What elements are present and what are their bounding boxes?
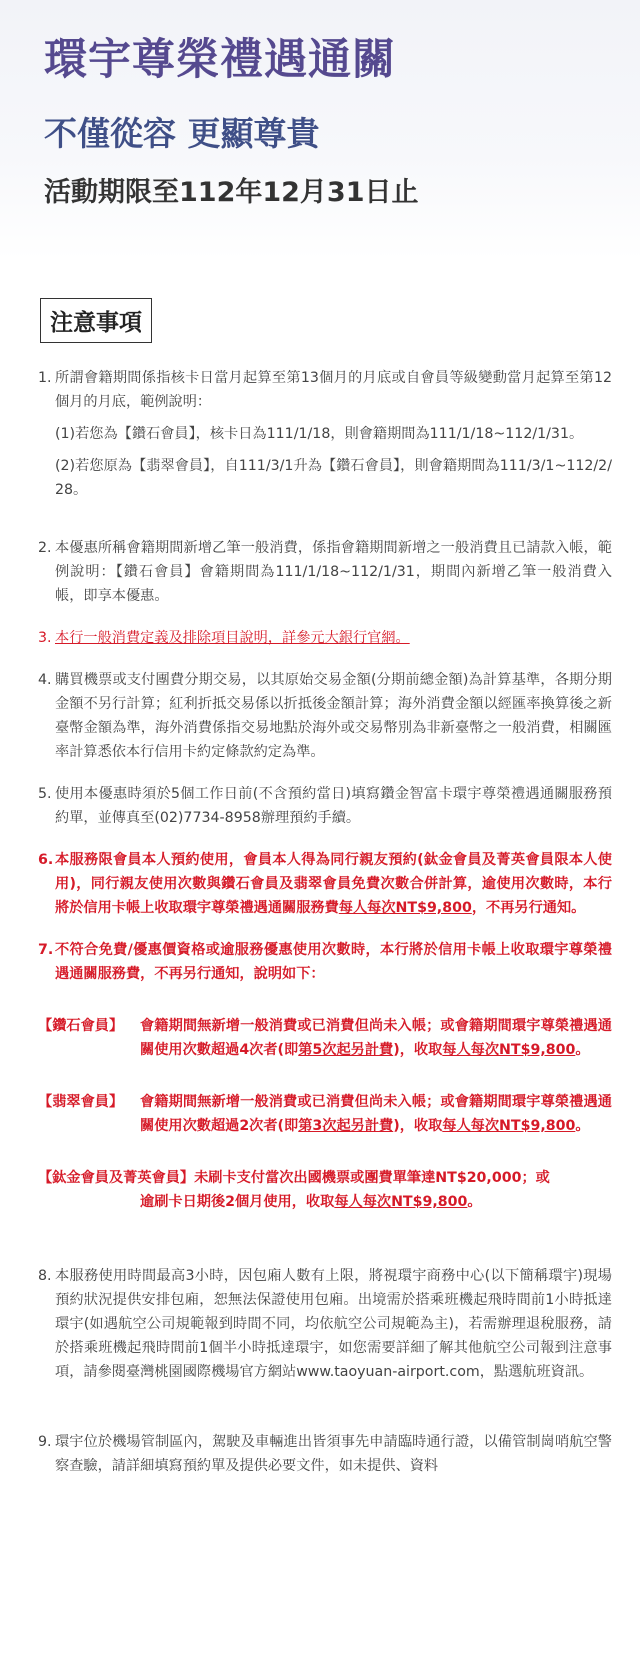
note-text-end: ，不再另行通知。 bbox=[471, 900, 586, 916]
service-fee-amount: 每人每次NT$9,800 bbox=[442, 1042, 576, 1058]
diamond-member-fee-rule bbox=[38, 1014, 612, 1062]
note-number: 8. bbox=[38, 1268, 52, 1284]
note-item-2 bbox=[38, 536, 612, 608]
note-text: 本服務使用時間最高3小時，因包廂人數有上限，將視環宇商務中心(以下簡稱環宇)現場預約狀況提供安排包廂，恕無法保證使用包廂。出境需於搭乘班機起飛時間前1小時抵達環宇(如遇航空公司規範報到時間不同，均依航空公司規範為主)，若需辦理退稅服務，請於搭乘班機起飛時間前1個半小時抵達環宇，如您需要詳細了解其他航空公司報到注意事項，請參閱臺灣桃園國際機場官方網站www.taoyuan-airport.com，點選航班資訊。 bbox=[55, 1268, 612, 1380]
titanium-elite-member-fee-rule bbox=[38, 1166, 612, 1214]
service-fee-amount: 每人每次NT$9,800 bbox=[338, 900, 472, 916]
service-fee-amount: 每人每次NT$9,800 bbox=[442, 1118, 576, 1134]
extra-charge-note: 第3次起另計費 bbox=[298, 1118, 394, 1134]
notes-list bbox=[38, 366, 612, 1478]
note-text: 不符合免費/優惠價資格或逾服務優惠使用次數時，本行將於信用卡帳上收取環宇尊榮禮遇通關服務費，不再另行通知，說明如下： bbox=[55, 942, 612, 982]
notes-heading: 注意事項 bbox=[40, 298, 152, 343]
general-spending-definition-link[interactable]: 本行一般消費定義及排除項目說明，詳參元大銀行官網。 bbox=[55, 630, 410, 646]
member-tier-tag: 【翡翠會員】 bbox=[38, 1094, 124, 1110]
page-subtitle: 不僅從容 更顯尊貴 bbox=[44, 114, 320, 153]
note-item-5 bbox=[38, 782, 612, 830]
member-tier-tag: 【鈦金會員及菁英會員】 bbox=[38, 1170, 195, 1186]
hero-banner bbox=[0, 0, 640, 260]
note-number: 5. bbox=[38, 786, 52, 802]
rule-text-mid: )，收取 bbox=[393, 1042, 443, 1058]
promotion-period: 活動期限至112年12月31日止 bbox=[44, 177, 419, 208]
note-number: 3. bbox=[38, 630, 52, 646]
note-number: 2. bbox=[38, 540, 52, 556]
note-text: 本優惠所稱會籍期間新增乙筆一般消費，係指會籍期間新增之一般消費且已請款入帳，範例說明：【鑽石會員】會籍期間為111/1/18~112/1/31，期間內新增乙筆一般消費入帳，即享本優惠。 bbox=[55, 540, 612, 604]
note-text: 使用本優惠時須於5個工作日前(不含預約當日)填寫鑽金智富卡環宇尊榮禮遇通關服務預約單，並傳真至(02)7734-8958辦理預約手續。 bbox=[55, 786, 612, 826]
note-number: 4. bbox=[38, 672, 52, 688]
rule-text-end: 。 bbox=[575, 1042, 590, 1058]
note-number: 9. bbox=[38, 1434, 52, 1450]
rule-text-mid: )，收取 bbox=[393, 1118, 443, 1134]
member-tier-tag: 【鑽石會員】 bbox=[38, 1018, 124, 1034]
note-text: 購買機票或支付團費分期交易，以其原始交易金額(分期前總金額)為計算基準，各期分期金額不另行計算；紅利折抵交易係以折抵後金額計算；海外消費金額以經匯率換算後之新臺幣金額為準，海外消費係指交易地點於海外或交易幣別為非新臺幣之一般消費，相關匯率計算悉依本行信用卡約定條款約定為準。 bbox=[55, 672, 612, 760]
page-title: 環宇尊榮禮遇通關 bbox=[44, 35, 396, 85]
note-example-1: (1)若您為【鑽石會員】，核卡日為111/1/18，則會籍期間為111/1/18~112/1/31。 bbox=[55, 426, 584, 442]
note-example-2: (2)若您原為【翡翠會員】，自111/3/1升為【鑽石會員】，則會籍期間為111/3/1~112/2/28。 bbox=[55, 458, 612, 498]
note-item-3 bbox=[38, 626, 612, 650]
note-item-7 bbox=[38, 938, 612, 986]
rule-text: 未刷卡支付當次出國機票或團費單筆達NT$20,000；或 bbox=[194, 1170, 550, 1186]
note-text: 環宇位於機場管制區內，駕駛及車輛進出皆須事先申請臨時通行證，以備管制崗哨航空警察查驗，請詳細填寫預約單及提供必要文件，如未提供、資料 bbox=[55, 1434, 612, 1474]
note-item-9 bbox=[38, 1430, 612, 1478]
rule-text-cont: 逾刷卡日期後2個月使用，收取 bbox=[140, 1194, 335, 1210]
rule-text-end: 。 bbox=[467, 1194, 482, 1210]
note-number: 7. bbox=[38, 942, 54, 958]
rule-text: 會籍期間無新增一般消費或已消費但尚未入帳；或會籍期間環宇尊榮禮遇通關使用次數超過2次者(即 bbox=[140, 1094, 612, 1134]
emerald-member-fee-rule bbox=[38, 1090, 612, 1138]
note-item-4 bbox=[38, 668, 612, 764]
note-text: 所謂會籍期間係指核卡日當月起算至第13個月的月底或自會員等級變動當月起算至第12個月的月底，範例說明： bbox=[55, 370, 612, 410]
note-text: 本服務限會員本人預約使用，會員本人得為同行親友預約(鈦金會員及菁英會員限本人使用)，同行親友使用次數與鑽石會員及翡翠會員免費次數合併計算，逾使用次數時，本行將於信用卡帳上收取環宇尊榮禮遇通關服務費 bbox=[55, 852, 612, 916]
service-fee-amount: 每人每次NT$9,800 bbox=[334, 1194, 468, 1210]
rule-text-end: 。 bbox=[575, 1118, 590, 1134]
note-item-6 bbox=[38, 848, 612, 920]
note-number: 1. bbox=[38, 370, 52, 386]
note-item-1 bbox=[38, 366, 612, 414]
rule-text: 會籍期間無新增一般消費或已消費但尚未入帳；或會籍期間環宇尊榮禮遇通關使用次數超過4次者(即 bbox=[140, 1018, 612, 1058]
note-item-8 bbox=[38, 1264, 612, 1384]
extra-charge-note: 第5次起另計費 bbox=[298, 1042, 394, 1058]
note-number: 6. bbox=[38, 852, 54, 868]
